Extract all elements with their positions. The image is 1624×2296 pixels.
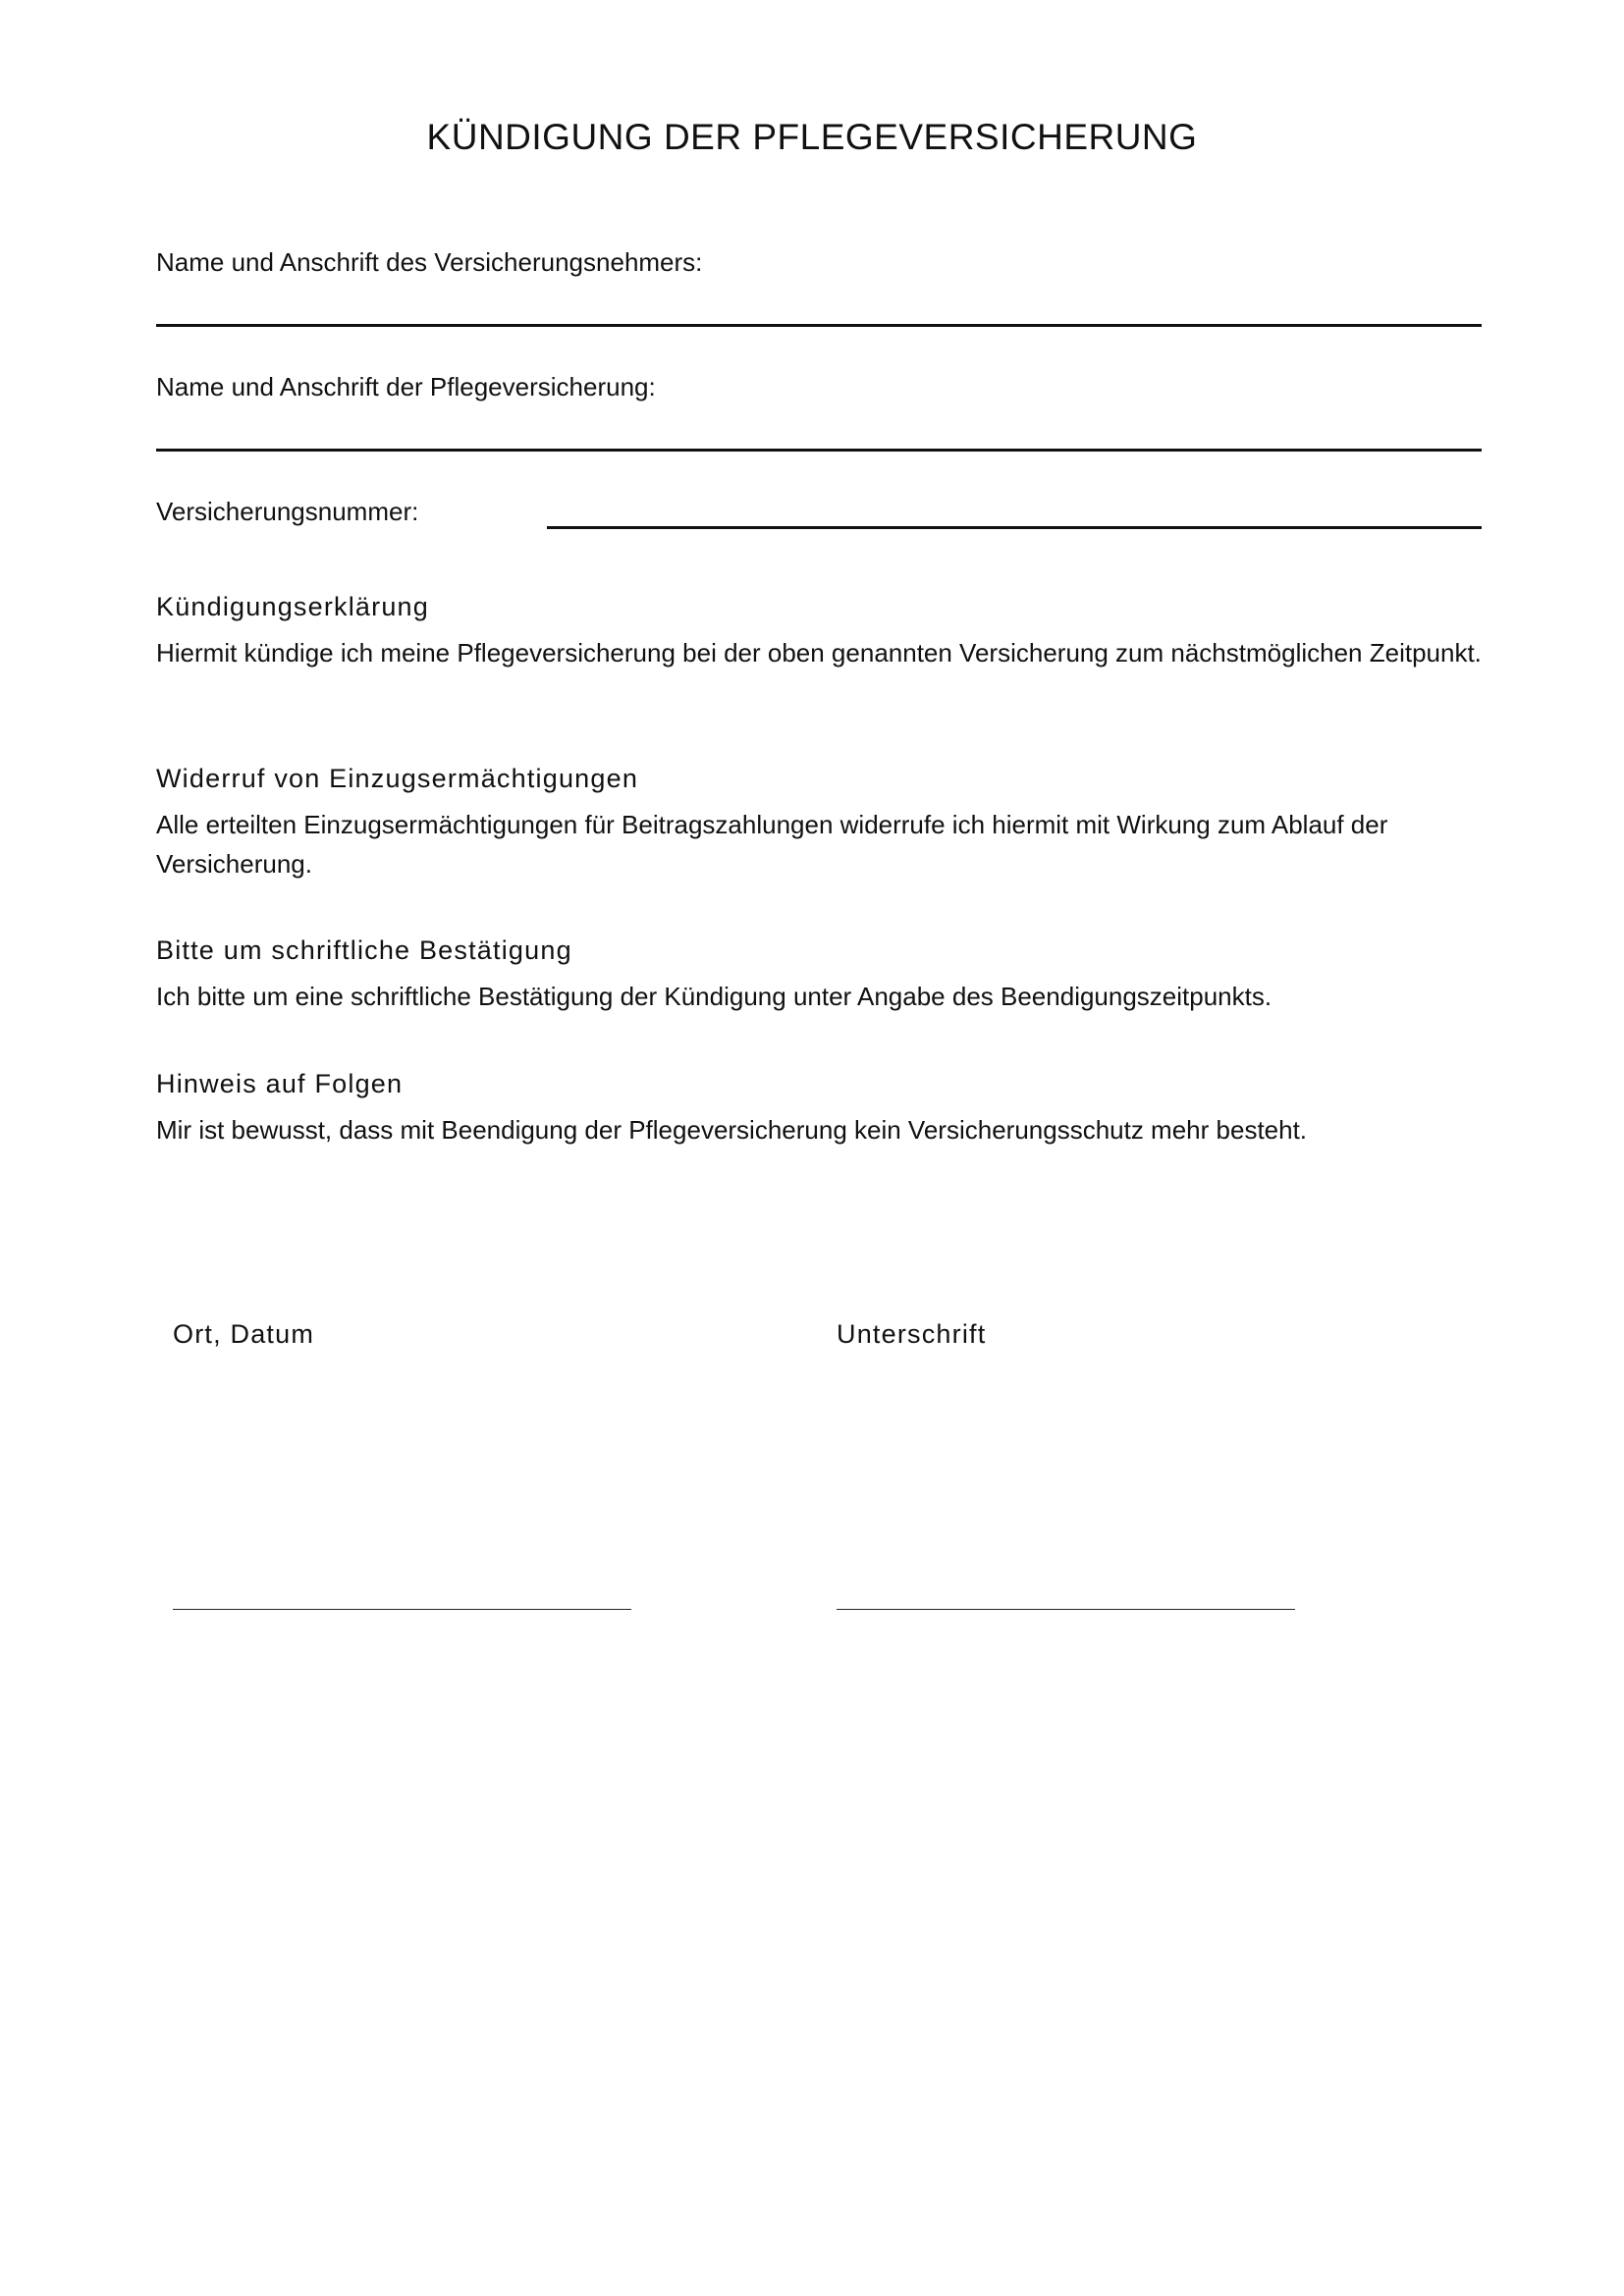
section-heading-consequences: Hinweis auf Folgen [156, 1069, 404, 1098]
section-body-termination: Hiermit kündige ich meine Pflegeversicherung bei der oben genannten Versicherung zum nächstmöglichen Zeitpunkt. [156, 638, 1482, 667]
place-date-label: Ort, Datum [173, 1319, 315, 1349]
insurer-label: Name und Anschrift der Pflegeversicherung: [156, 372, 656, 401]
section-heading-direct-debit: Widerruf von Einzugsermächtigungen [156, 764, 639, 793]
section-heading-confirmation: Bitte um schriftliche Bestätigung [156, 935, 572, 965]
document-title: KÜNDIGUNG DER PFLEGEVERSICHERUNG [426, 117, 1198, 157]
policy-number-label: Versicherungsnummer: [156, 497, 419, 526]
policyholder-label: Name und Anschrift des Versicherungsnehmers: [156, 247, 703, 277]
policy-number-input-line[interactable] [547, 526, 1482, 529]
section-body-direct-debit: Alle erteilten Einzugsermächtigungen für Beitragszahlungen widerrufe ich hiermit mit Wirkung zum Ablauf der Versicherung. [156, 810, 1388, 879]
signature-line[interactable] [837, 1609, 1295, 1610]
section-body-consequences: Mir ist bewusst, dass mit Beendigung der Pflegeversicherung kein Versicherungsschutz mehr besteht. [156, 1115, 1308, 1145]
policyholder-input-line[interactable] [156, 324, 1482, 327]
section-body-confirmation: Ich bitte um eine schriftliche Bestätigung der Kündigung unter Angabe des Beendigungszeitpunkts. [156, 982, 1272, 1011]
place-date-line[interactable] [173, 1609, 631, 1610]
signature-label: Unterschrift [837, 1319, 987, 1349]
section-heading-termination: Kündigungserklärung [156, 592, 429, 621]
insurer-input-line[interactable] [156, 449, 1482, 452]
